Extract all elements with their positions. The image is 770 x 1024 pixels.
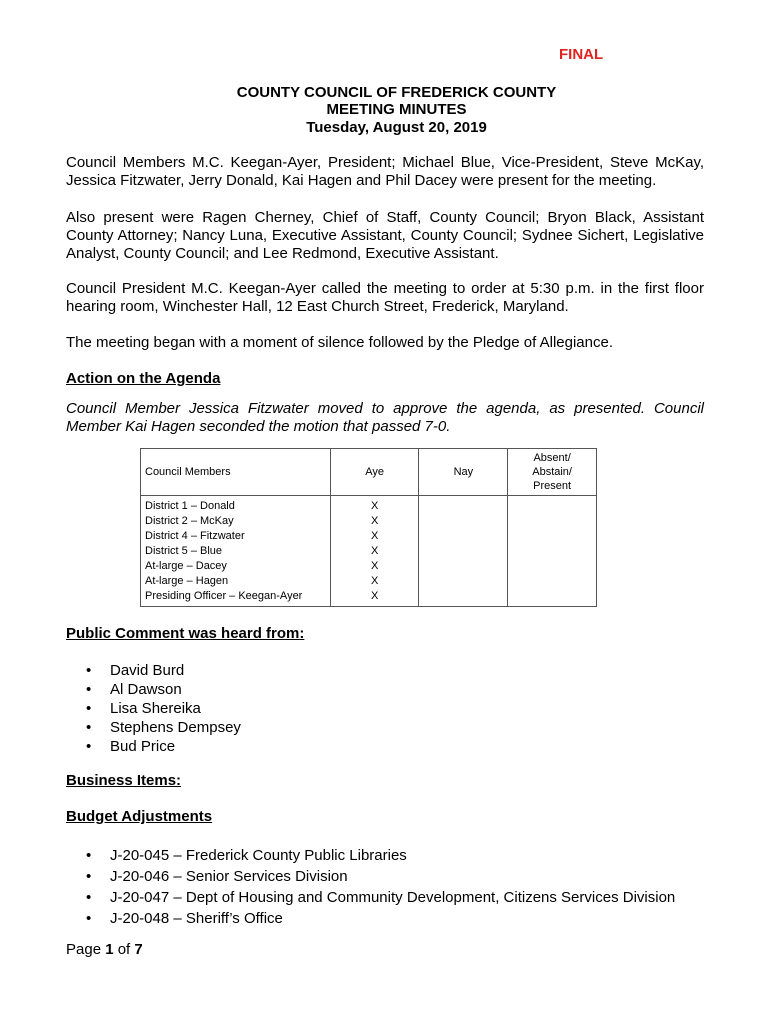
- call-to-order-paragraph: [66, 280, 704, 316]
- vote-member: Presiding Officer – Keegan-Ayer: [141, 589, 331, 607]
- vote-member: At-large – Dacey: [141, 559, 331, 574]
- vote-row: [141, 574, 597, 589]
- list-item: • David Burd: [80, 661, 241, 680]
- vote-aye: X: [330, 589, 419, 607]
- vote-aye: X: [330, 544, 419, 559]
- also-present-line-2: County Attorney; Nancy Luna, Executive Assistant, County Council; Sydnee Sichert, Legislative: [66, 227, 704, 244]
- vote-member: District 1 – Donald: [141, 496, 331, 515]
- also-present-paragraph: [66, 209, 704, 263]
- vote-member: District 4 – Fitzwater: [141, 529, 331, 544]
- list-item: • Al Dawson: [80, 680, 241, 699]
- vote-row: [141, 496, 597, 515]
- list-item: • J-20-047 – Dept of Housing and Community Development, Citizens Services Division: [80, 887, 675, 908]
- vote-absent: [508, 574, 597, 589]
- call-to-order-line-1: Council President M.C. Keegan-Ayer called the meeting to order at 5:30 p.m. in the first floor: [66, 280, 704, 297]
- vote-row: [141, 589, 597, 607]
- vote-nay: [419, 544, 508, 559]
- public-comment-heading-text: Public Comment was heard from: [66, 625, 300, 642]
- vote-aye: X: [330, 559, 419, 574]
- vote-nay: [419, 589, 508, 607]
- vote-absent: [508, 589, 597, 607]
- list-item: • J-20-046 – Senior Services Division: [80, 866, 675, 887]
- budget-adjustments-heading: Budget Adjustments: [66, 808, 213, 825]
- page-of: of: [113, 941, 135, 958]
- list-item: • J-20-048 – Sheriff’s Office: [80, 908, 675, 929]
- list-item: • J-20-045 – Frederick County Public Libraries: [80, 845, 675, 866]
- vote-member: At-large – Hagen: [141, 574, 331, 589]
- public-comment-heading: [66, 625, 304, 642]
- page-prefix: Page: [66, 941, 106, 958]
- header-nay: Nay: [419, 449, 508, 496]
- vote-table-header: [141, 449, 597, 496]
- header-aye: Aye: [330, 449, 419, 496]
- vote-table: [140, 448, 597, 607]
- vote-aye: X: [330, 529, 419, 544]
- vote-aye: X: [330, 514, 419, 529]
- vote-absent: [508, 496, 597, 515]
- vote-absent: [508, 514, 597, 529]
- vote-absent: [508, 559, 597, 574]
- agenda-motion-line-1: Council Member Jessica Fitzwater moved to approve the agenda, as presented. Council: [66, 400, 704, 417]
- vote-member: District 5 – Blue: [141, 544, 331, 559]
- list-item: • Lisa Shereika: [80, 699, 241, 718]
- vote-row: [141, 544, 597, 559]
- also-present-line-3: Analyst, County Council; and Lee Redmond, Executive Assistant.: [66, 245, 499, 262]
- council-title: COUNTY COUNCIL OF FREDERICK COUNTY: [236, 84, 557, 101]
- public-comment-heading-colon: :: [299, 625, 305, 642]
- page-total: 7: [134, 941, 143, 958]
- agenda-motion-line-2: Member Kai Hagen seconded the motion that passed 7-0.: [66, 418, 451, 435]
- agenda-motion: [66, 400, 704, 436]
- vote-absent: [508, 529, 597, 544]
- list-item: • Bud Price: [80, 737, 241, 756]
- budget-adjustments-list: [80, 845, 675, 929]
- vote-aye: X: [330, 574, 419, 589]
- business-items-heading: Business Items:: [66, 772, 182, 789]
- vote-nay: [419, 529, 508, 544]
- header-absent-abstain-present: Absent/ Abstain/ Present: [508, 449, 597, 496]
- vote-row: [141, 514, 597, 529]
- vote-nay: [419, 574, 508, 589]
- status-stamp: FINAL: [559, 46, 604, 63]
- minutes-title: MEETING MINUTES: [326, 101, 467, 118]
- vote-absent: [508, 544, 597, 559]
- vote-row: [141, 529, 597, 544]
- attendance-line-1: Council Members M.C. Keegan-Ayer, President; Michael Blue, Vice-President, Steve McKay,: [66, 154, 704, 171]
- vote-member: District 2 – McKay: [141, 514, 331, 529]
- attendance-paragraph: [66, 154, 704, 190]
- public-comment-list: [80, 661, 241, 756]
- vote-nay: [419, 514, 508, 529]
- call-to-order-line-2: hearing room, Winchester Hall, 12 East Church Street, Frederick, Maryland.: [66, 298, 569, 315]
- list-item: • Stephens Dempsey: [80, 718, 241, 737]
- vote-row: [141, 559, 597, 574]
- header-council-members: Council Members: [141, 449, 331, 496]
- vote-aye: X: [330, 496, 419, 515]
- meeting-date: Tuesday, August 20, 2019: [306, 119, 487, 136]
- agenda-heading: Action on the Agenda: [66, 370, 221, 387]
- vote-nay: [419, 496, 508, 515]
- also-present-line-1: Also present were Ragen Cherney, Chief of Staff, County Council; Bryon Black, Assistant: [66, 209, 704, 226]
- page-number: [66, 941, 143, 958]
- vote-nay: [419, 559, 508, 574]
- moment-of-silence-paragraph: The meeting began with a moment of silence followed by the Pledge of Allegiance.: [66, 334, 614, 351]
- page-current: 1: [105, 941, 114, 958]
- attendance-line-2: Jessica Fitzwater, Jerry Donald, Kai Hagen and Phil Dacey were present for the meeting.: [66, 172, 657, 189]
